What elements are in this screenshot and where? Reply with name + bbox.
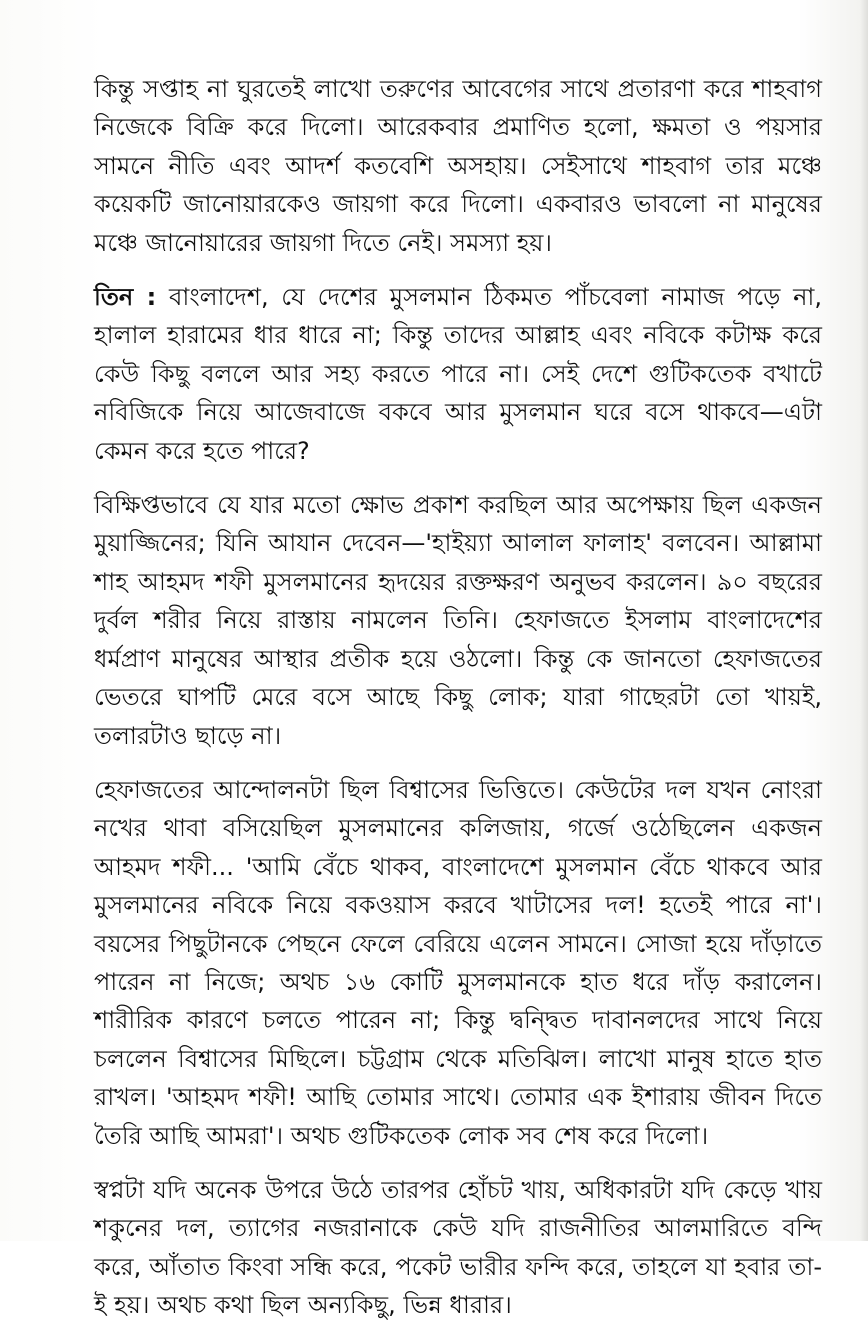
paragraph-text: কিন্তু সপ্তাহ না ঘুরতেই লাখো তরুণের আবেগের সাথে প্রতারণা করে শাহবাগ নিজেকে বিক্রি করে দিলো। আরেকবার প্রমাণিত হলো, ক্ষমতা ও পয়সার সামনে নীতি এবং আদর্শ কতবেশি অসহায়। সেইসাথে শাহবাগ তার মঞ্চে কয়েকটি জানোয়ারকেও জায়গা করে দিলো। একবারও ভাবলো না মানুষের মঞ্চে জানোয়ারের জায়গা দিতে নেই। সমস্যা হয়।: [94, 75, 822, 257]
paragraph-5: [94, 1171, 822, 1325]
paragraph-text: হেফাজতের আন্দোলনটা ছিল বিশ্বাসের ভিত্তিতে। কেউটের দল যখন নোংরা নখের থাবা বসিয়েছিল মুসলমানের কলিজায়, গর্জে ওঠেছিলেন একজন আহমদ শফী... 'আমি বেঁচে থাকব, বাংলাদেশে মুসলমান বেঁচে থাকবে আর মুসলমানের নবিকে নিয়ে বকওয়াস করবে খাটাসের দল! হতেই পারে না'। বয়সের পিছুটানকে পেছনে ফেলে বেরিয়ে এলেন সামনে। সোজা হয়ে দাঁড়াতে পারেন না নিজে; অথচ ১৬ কোটি মুসলমানকে হাত ধরে দাঁড় করালেন। শারীরিক কারণে চলতে পারেন না; কিন্তু দ্বন্দ্বিত দাবানলদের সাথে নিয়ে চললেন বিশ্বাসের মিছিলে। চট্টগ্রাম থেকে মতিঝিল। লাখো মানুষ হাতে হাত রাখল। 'আহমদ শফী! আছি তোমার সাথে। তোমার এক ইশারায় জীবন দিতে তৈরি আছি আমরা'। অথচ গুটিকতেক লোক সব শেষ করে দিলো।: [94, 775, 822, 1150]
paragraph-text: স্বপ্নটা যদি অনেক উপরে উঠে তারপর হোঁচট খায়, অধিকারটা যদি কেড়ে খায় শকুনের দল, ত্যাগের নজরানাকে কেউ যদি রাজনীতির আলমারিতে বন্দি করে, আঁতাত কিংবা সন্ধি করে, পকেট ভারীর ফন্দি করে, তাহলে যা হবার তা-ই হয়। অথচ কথা ছিল অন্যকিছু, ভিন্ন ধারার।: [94, 1175, 823, 1320]
paragraph-lead: তিন :: [94, 283, 157, 312]
paragraph-4: [94, 771, 822, 1155]
page-edge-shadow: [860, 0, 868, 1241]
paragraph-1: [94, 70, 822, 262]
paragraph-2: [94, 278, 822, 470]
paragraph-text: বিক্ষিপ্তভাবে যে যার মতো ক্ষোভ প্রকাশ করছিল আর অপেক্ষায় ছিল একজন মুয়াজ্জিনের; যিনি আযান দেবেন—'হাইয়্যা আলাল ফালাহ' বলবেন। আল্লামা শাহ আহমদ শফী মুসলমানের হৃদয়ের রক্তক্ষরণ অনুভব করলেন। ৯০ বছরের দুর্বল শরীর নিয়ে রাস্তায় নামলেন তিনি। হেফাজতে ইসলাম বাংলাদেশের ধর্মপ্রাণ মানুষের আস্থার প্রতীক হয়ে ওঠলো। কিন্তু কে জানতো হেফাজতের ভেতরে ঘাপটি মেরে বসে আছে কিছু লোক; যারা গাছেরটা তো খায়ই, তলারটাও ছাড়ে না।: [94, 491, 822, 750]
page-body-text: [94, 70, 822, 1325]
paragraph-text: বাংলাদেশ, যে দেশের মুসলমান ঠিকমত পাঁচবেলা নামাজ পড়ে না, হালাল হারামের ধার ধারে না; কিন্তু তাদের আল্লাহ এবং নবিকে কটাক্ষ করে কেউ কিছু বললে আর সহ্য করতে পারে না। সেই দেশে গুটিকতেক বখাটে নবিজিকে নিয়ে আজেবাজে বকবে আর মুসলমান ঘরে বসে থাকবে—এটা কেমন করে হতে পারে?: [94, 283, 822, 465]
paragraph-3: [94, 486, 822, 755]
